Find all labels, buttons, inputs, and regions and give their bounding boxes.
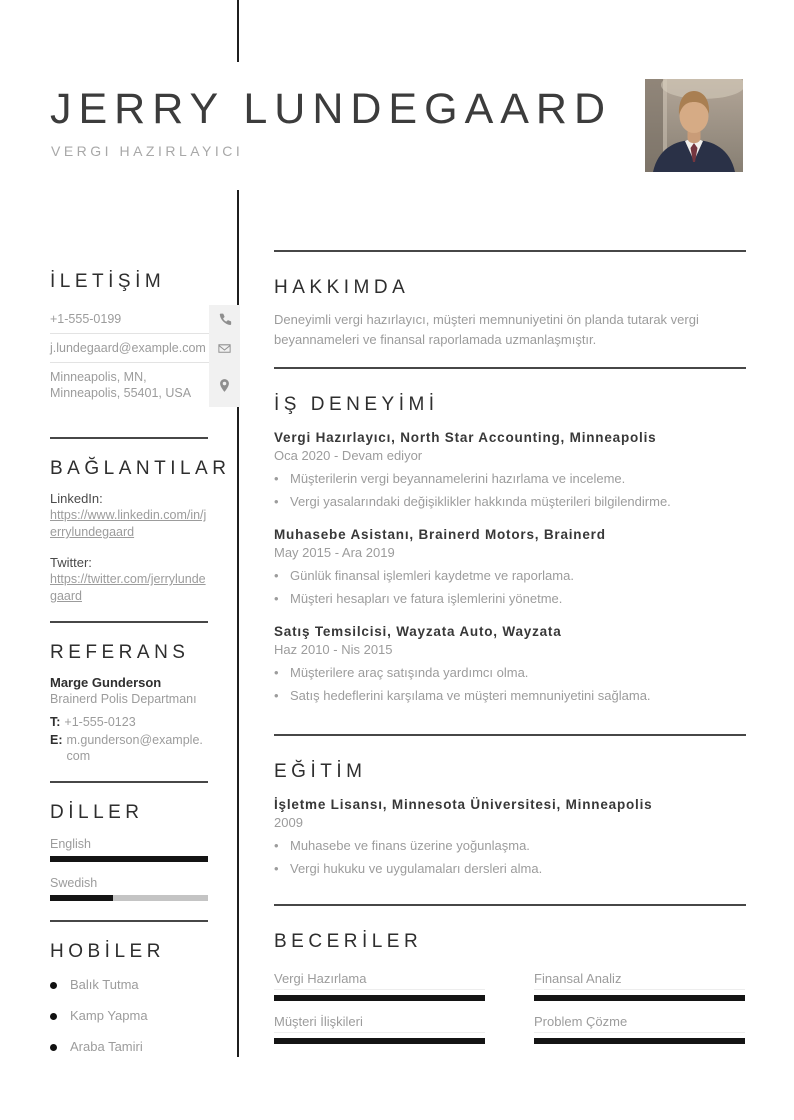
location-icon-cell [209,363,240,407]
email-icon-cell [209,334,240,363]
contact-row-address [50,363,240,407]
language-level-track [50,856,208,862]
bullet-icon: • [274,838,279,853]
skill-level-track [274,995,485,1001]
section-divider [50,781,208,783]
skill-item [274,1014,485,1044]
reference-organization: Brainerd Polis Departmanı [50,692,197,706]
job-bullet-text: Müşteri hesapları ve fatura işlemlerini yönetme. [290,591,563,606]
language-level-bar [50,895,113,901]
address-line-1: Minneapolis, MN, [50,370,147,384]
link-item-twitter [50,554,208,605]
section-divider [274,734,746,736]
contact-phone: +1-555-0199 [50,305,209,334]
language-item-swedish [50,875,208,901]
job-date: Haz 2010 - Nis 2015 [274,642,393,657]
skill-name: Vergi Hazırlama [274,971,485,990]
person-name: JERRY LUNDEGAARD [50,85,613,133]
profile-photo-illustration [645,79,743,172]
hobby-label: Araba Tamiri [70,1039,143,1054]
contact-email[interactable]: j.lundegaard@example.com [50,334,209,363]
skill-name: Finansal Analiz [534,971,745,990]
job-bullet-text: Vergi yasalarındaki değişiklikler hakkında müşterileri bilgilendirme. [290,494,671,509]
bullet-dot-icon [50,1013,57,1020]
hobby-item [50,1039,208,1055]
bullet-dot-icon [50,982,57,989]
linkedin-url[interactable]: https://www.linkedin.com/in/jerrylundegaard [50,508,207,539]
reference-email-label: E: [50,733,63,747]
job-bullet-text: Müşterilerin vergi beyannamelerini hazırlama ve inceleme. [290,471,626,486]
top-divider-line [237,0,239,62]
education-entry [274,796,746,877]
job-title: Vergi Hazırlayıcı, North Star Accounting, Minneapolis [274,430,657,445]
reference-email-row [50,732,208,764]
bullet-icon: • [274,861,279,876]
skill-item [534,1014,745,1044]
language-name: English [50,837,91,851]
skill-level-track [534,995,745,1001]
section-divider [50,437,208,439]
skill-level-bar [534,1038,745,1044]
reference-email[interactable]: m.gunderson@example.com [66,733,203,763]
skill-level-bar [274,1038,485,1044]
education-bullet [274,861,746,877]
education-degree: İşletme Lisansı, Minnesota Üniversitesi, Minneapolis [274,797,653,812]
contact-list [50,305,240,407]
main-content [274,250,746,1044]
section-divider [274,904,746,906]
job-bullet-text: Müşterilere araç satışında yardımcı olma. [290,665,529,680]
job-bullet [274,568,746,584]
job-entry [274,623,746,704]
phone-icon [217,312,232,327]
skill-level-track [534,1038,745,1044]
job-bullet-text: Satış hedeflerini karşılama ve müşteri memnuniyetini sağlama. [290,688,651,703]
job-bullet [274,688,746,704]
hobby-item [50,1008,208,1024]
job-bullet [274,665,746,681]
section-divider [274,250,746,252]
bullet-icon: • [274,665,279,680]
language-level-bar [50,856,208,862]
bullet-dot-icon [50,1044,57,1051]
skills-heading: BECERİLER [274,931,423,952]
job-date: May 2015 - Ara 2019 [274,545,395,560]
hobby-label: Kamp Yapma [70,1008,148,1023]
twitter-label: Twitter: [50,555,92,570]
hobbies-heading: HOBİLER [50,941,165,962]
reference-phone: +1-555-0123 [64,715,136,729]
skill-level-bar [534,995,745,1001]
education-bullet-text: Muhasebe ve finans üzerine yoğunlaşma. [290,838,530,853]
about-heading: HAKKIMDA [274,277,410,298]
left-sidebar [50,270,240,1055]
contact-address [50,363,209,407]
bullet-icon: • [274,568,279,583]
skill-level-track [274,1038,485,1044]
languages-heading: DİLLER [50,802,144,823]
language-name: Swedish [50,876,98,890]
reference-phone-label: T: [50,715,61,729]
bullet-icon: • [274,471,279,486]
person-job-title: VERGI HAZIRLAYICI [51,143,244,159]
links-list [50,490,208,605]
languages-list [50,836,208,901]
skill-item [274,971,485,1001]
language-item-english [50,836,208,862]
bullet-icon: • [274,494,279,509]
job-title: Muhasebe Asistanı, Brainerd Motors, Brainerd [274,527,606,542]
reference-card [50,674,208,764]
linkedin-label: LinkedIn: [50,491,103,506]
skill-level-bar [274,995,485,1001]
skill-name: Problem Çözme [534,1014,745,1033]
job-title: Satış Temsilcisi, Wayzata Auto, Wayzata [274,624,562,639]
contact-row-email [50,334,240,363]
section-divider [274,367,746,369]
phone-icon-cell [209,305,240,334]
twitter-url[interactable]: https://twitter.com/jerrylundegaard [50,572,206,603]
job-bullet [274,471,746,487]
experience-heading: İŞ DENEYİMİ [274,394,439,415]
job-bullet-text: Günlük finansal işlemleri kaydetme ve raporlama. [290,568,574,583]
bullet-icon: • [274,688,279,703]
education-year: 2009 [274,815,303,830]
profile-photo [645,79,743,172]
section-divider [50,621,208,623]
links-heading: BAĞLANTILAR [50,458,231,479]
bullet-icon: • [274,591,279,606]
about-text: Deneyimli vergi hazırlayıcı, müşteri memnuniyetini ön planda tutarak vergi beyannameleri ve finansal raporlamada uzmanlaşmıştır. [274,312,699,347]
job-bullet [274,591,746,607]
envelope-icon [217,341,232,356]
job-entry [274,526,746,607]
language-level-track [50,895,208,901]
hobbies-list [50,977,208,1055]
link-item-linkedin [50,490,208,541]
hobby-item [50,977,208,993]
reference-name: Marge Gunderson [50,675,162,690]
reference-phone-row [50,714,208,730]
address-line-2: Minneapolis, 55401, USA [50,386,192,400]
hobby-label: Balık Tutma [70,977,139,992]
skill-name: Müşteri İlişkileri [274,1014,485,1033]
skills-grid [274,971,746,1044]
location-pin-icon [217,378,232,393]
education-bullet-text: Vergi hukuku ve uygulamaları dersleri alma. [290,861,543,876]
education-heading: EĞİTİM [274,761,367,782]
skill-item [534,971,745,1001]
education-bullet [274,838,746,854]
contact-heading: İLETİŞİM [50,271,166,292]
job-entry [274,429,746,510]
job-date: Oca 2020 - Devam ediyor [274,448,423,463]
contact-row-phone [50,305,240,334]
job-bullet [274,494,746,510]
section-divider [50,920,208,922]
reference-heading: REFERANS [50,642,190,663]
